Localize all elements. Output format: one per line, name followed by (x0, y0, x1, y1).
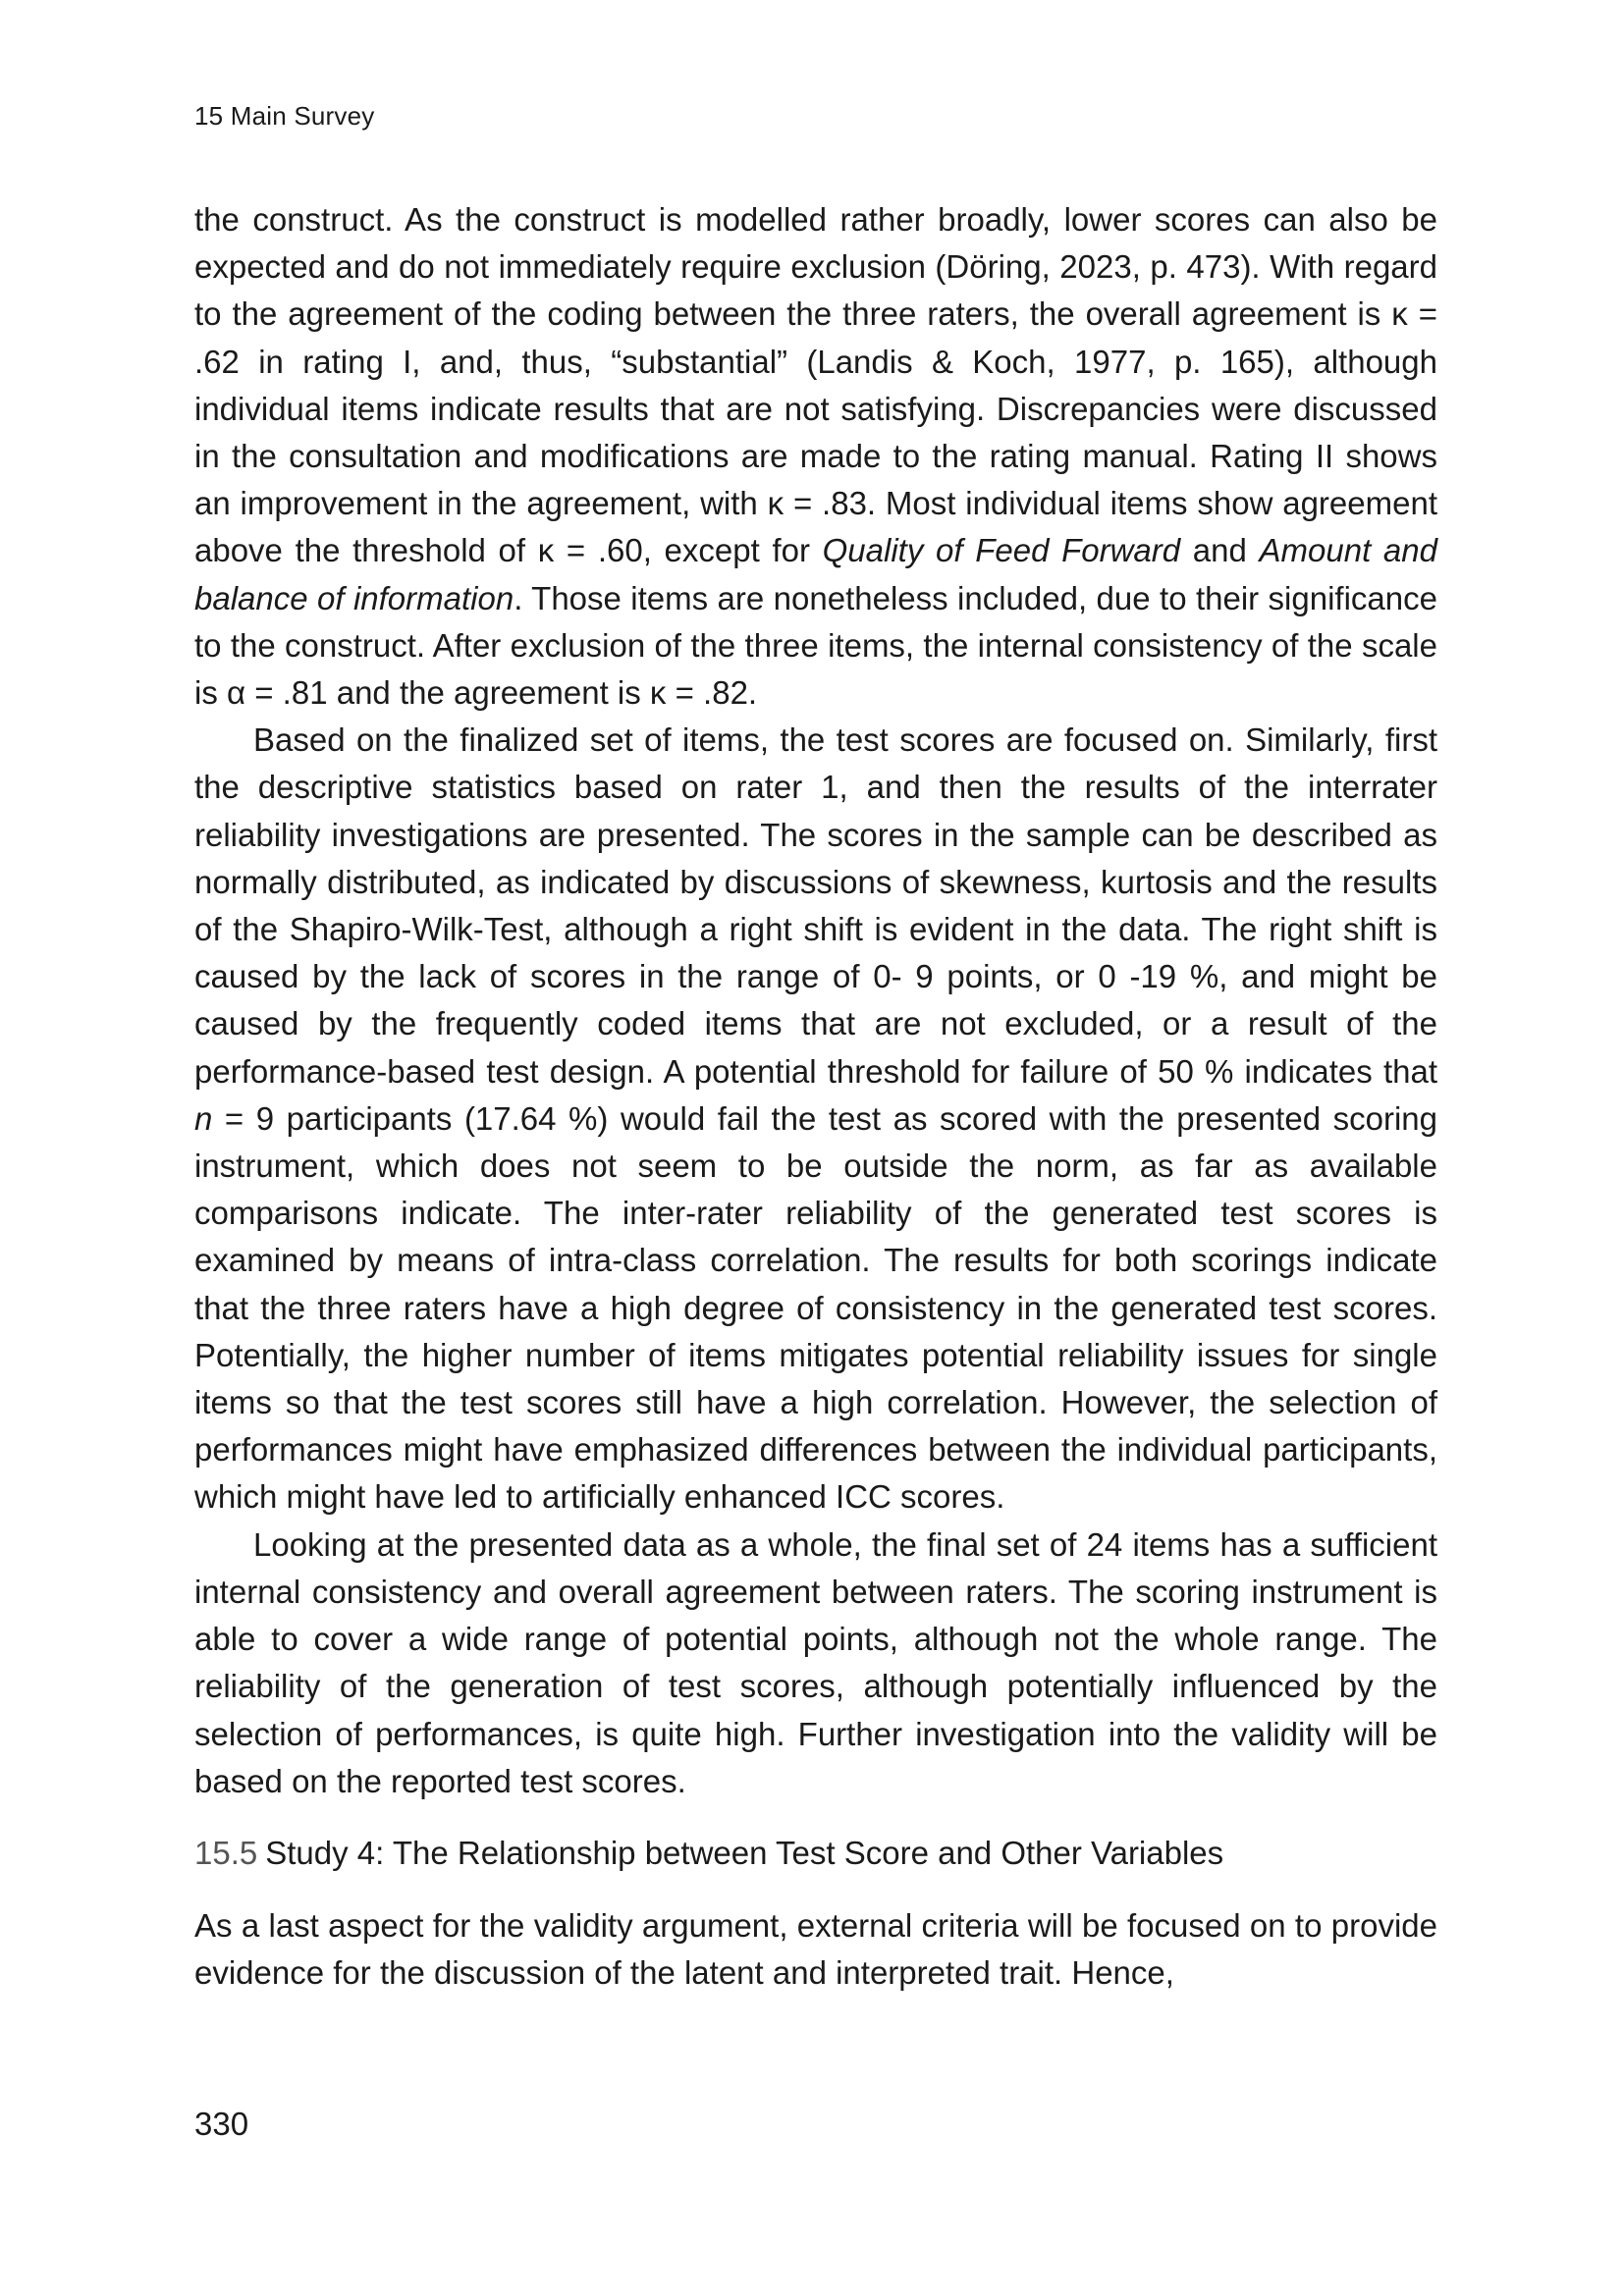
page-body (194, 196, 1437, 1997)
paragraph-text: = 9 participants (17.64 %) would fail the test as scored with the presented scoring instrument, which does not seem to be outside the norm, as far as available comparisons indicate. The inter-rater reliability of the generated test scores is examined by means of intra-class correlation. The results for both scorings indicate that the three raters have a high degree of consistency in the generated test scores. Potentially, the higher number of items mitigates potential reliability issues for single items so that the test scores still have a high correlation. However, the selection of performances might have emphasized differences between the individual participants, which might have led to artificially enhanced ICC scores. (194, 1099, 1437, 1516)
paragraph-summary: Looking at the presented data as a whole, the final set of 24 items has a sufficient internal consistency and overall agreement between raters. The scoring instrument is able to cover a wide range of potential points, although not the whole range. The reliability of the generation of test scores, although potentially influenced by the selection of performances, is quite high. Further investigation into the validity will be based on the reported test scores. (194, 1525, 1437, 1799)
italic-symbol-n: n (194, 1099, 213, 1137)
paragraph-construct-agreement (194, 196, 1437, 717)
paragraph-text: the construct. As the construct is modelled rather broadly, lower scores can also be expected and do not immediately require exclusion (Döring, 2023, p. 473). With regard to the agreement of the coding between the three raters, the overall agreement is κ = .62 in rating I, and, thus, “substantial” (Landis & Koch, 1977, p. 165), although individual items indicate results that are not satisfying. Discrepancies were discussed in the consultation and modifications are made to the rating manual. Rating II shows an improvement in the agreement, with κ = .83. Most individual items show agreement above the threshold of κ = .60, except for (194, 201, 1437, 569)
page-number: 330 (194, 2106, 249, 2142)
italic-item-name: Quality of Feed Forward (822, 532, 1181, 569)
paragraph-external-criteria: As a last aspect for the validity argument, external criteria will be focused on to provide evidence for the discussion of the latent and interpreted trait. Hence, (194, 1906, 1437, 1992)
italic-item-name: Amount and balance of information (194, 532, 1437, 616)
paragraph-text: Based on the finalized set of items, the test scores are focused on. Similarly, first the descriptive statistics based on rater 1, and then the results of the interrater reliability investigations are presented. The scores in the sample can be described as normally distributed, as indicated by discussions of skewness, kurtosis and the results of the Shapiro-Wilk-Test, although a right shift is evident in the data. The right shift is caused by the lack of scores in the range of 0- 9 points, or 0 -19 %, and might be caused by the frequently coded items that are not excluded, or a result of the performance-based test design. A potential threshold for failure of 50 % indicates that (194, 721, 1437, 1090)
paragraph-text: . Those items are nonetheless included, due to their significance to the construct. After exclusion of the three items, the internal consistency of the scale is α = .81 and the agreement is κ = .82. (194, 579, 1437, 712)
running-head: 15 Main Survey (194, 101, 375, 131)
section-heading (194, 1830, 1437, 1877)
section-title: Study 4: The Relationship between Test Score and Other Variables (265, 1834, 1224, 1871)
paragraph-test-scores (194, 717, 1437, 1521)
section-number: 15.5 (194, 1834, 258, 1871)
paragraph-text: and (1180, 532, 1260, 569)
